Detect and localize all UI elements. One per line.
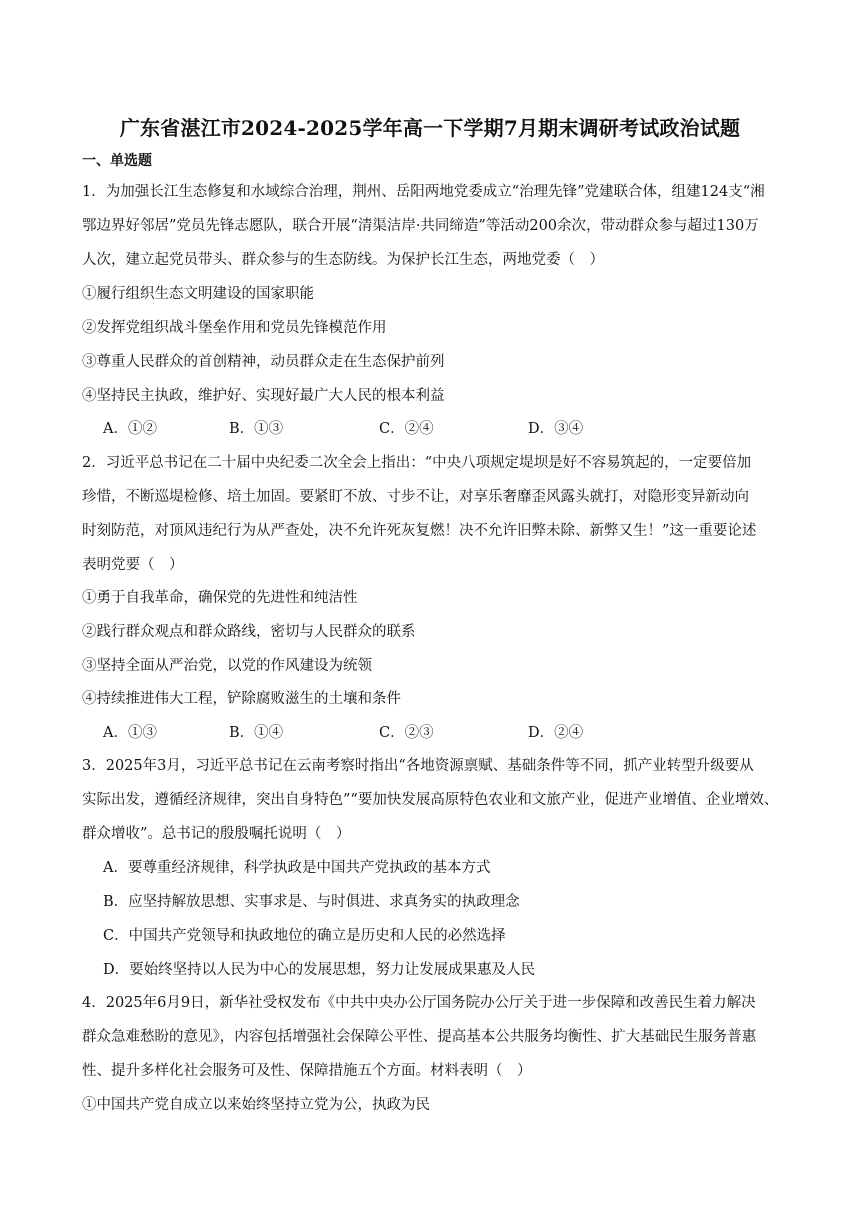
document-title: 广东省湛江市2024-2025学年高一下学期7月期末调研考试政治试题 (119, 116, 741, 140)
question-1-choice-c: C．②④ (379, 421, 434, 437)
question-2-line-2: 珍惜，不断巡堤检修、培土加固。要紧盯不放、寸步不让，对享乐奢靡歪风露头就打，对隐形变异新动向 (82, 489, 749, 505)
question-2-choice-c: C．②③ (379, 725, 434, 741)
question-1-choice-d: D．③④ (528, 421, 584, 437)
question-2-statement-4: ④持续推进伟大工程，铲除腐败滋生的土壤和条件 (82, 691, 401, 707)
question-3-option-b: B．应坚持解放思想、实事求是、与时俱进、求真务实的执政理念 (103, 894, 520, 910)
question-4-line-3: 性、提升多样化社会服务可及性、保障措施五个方面。材料表明（ ） (82, 1063, 532, 1079)
question-2-choice-b: B．①④ (229, 725, 284, 741)
section-heading: 一、单选题 (82, 153, 152, 169)
question-4-line-2: 群众急难愁盼的意见》，内容包括增强社会保障公平性、提高基本公共服务均衡性、扩大基础民生服务普惠 (82, 1029, 757, 1045)
question-1-statement-1: ①履行组织生态文明建设的国家职能 (82, 286, 314, 302)
question-3-line-1: 3．2025年3月，习近平总书记在云南考察时指出“各地资源禀赋、基础条件等不同，抓产业转型升级要从 (82, 758, 754, 774)
question-1-choice-b: B．①③ (229, 421, 284, 437)
question-2-statement-3: ③坚持全面从严治党，以党的作风建设为统领 (82, 658, 372, 674)
question-2-statement-2: ②践行群众观点和群众路线，密切与人民群众的联系 (82, 624, 416, 640)
question-2-line-4: 表明党要（ ） (82, 557, 184, 573)
question-2-statement-1: ①勇于自我革命，确保党的先进性和纯洁性 (82, 590, 358, 606)
question-2-line-3: 时刻防范，对顶风违纪行为从严查处，决不允许死灰复燃！决不允许旧弊未除、新弊又生！”这一重要论述 (82, 523, 757, 539)
question-3-option-d: D．要始终坚持以人民为中心的发展思想，努力让发展成果惠及人民 (103, 962, 536, 978)
question-1-statement-4: ④坚持民主执政，维护好、实现好最广大人民的根本利益 (82, 388, 445, 404)
question-4-statement-1: ①中国共产党自成立以来始终坚持立党为公，执政为民 (82, 1097, 430, 1113)
question-1-statement-2: ②发挥党组织战斗堡垒作用和党员先锋模范作用 (82, 320, 387, 336)
question-1-line-2: 鄂边界好邻居”党员先锋志愿队，联合开展“清渠洁岸·共同缔造”等活动200余次，带动群众参与超过130万 (82, 218, 759, 234)
question-1-line-1: 1．为加强长江生态修复和水域综合治理，荆州、岳阳两地党委成立“治理先锋”党建联合体，组建124支“湘 (82, 184, 765, 200)
question-3-option-a: A．要尊重经济规律，科学执政是中国共产党执政的基本方式 (103, 860, 491, 876)
question-1-line-3: 人次，建立起党员带头、群众参与的生态防线。为保护长江生态，两地党委（ ） (82, 252, 604, 268)
question-2-line-1: 2．习近平总书记在二十届中央纪委二次全会上指出：“中央八项规定堤坝是好不容易筑起的，一定要倍加 (82, 455, 752, 471)
question-1-choice-a: A．①② (103, 421, 157, 437)
question-3-option-c: C．中国共产党领导和执政地位的确立是历史和人民的必然选择 (103, 928, 506, 944)
question-4-line-1: 4．2025年6月9日，新华社受权发布《中共中央办公厅国务院办公厅关于进一步保障和改善民生着力解决 (82, 995, 756, 1011)
question-2-choice-a: A．①③ (103, 725, 157, 741)
question-3-line-3: 群众增收”。总书记的殷殷嘱托说明（ ） (82, 826, 351, 842)
question-2-choice-d: D．②④ (528, 725, 584, 741)
question-1-statement-3: ③尊重人民群众的首创精神，动员群众走在生态保护前列 (82, 354, 445, 370)
question-3-line-2: 实际出发，遵循经济规律，突出自身特色”“要加快发展高原特色农业和文旅产业，促进产业增值、企业增效、 (82, 792, 779, 808)
